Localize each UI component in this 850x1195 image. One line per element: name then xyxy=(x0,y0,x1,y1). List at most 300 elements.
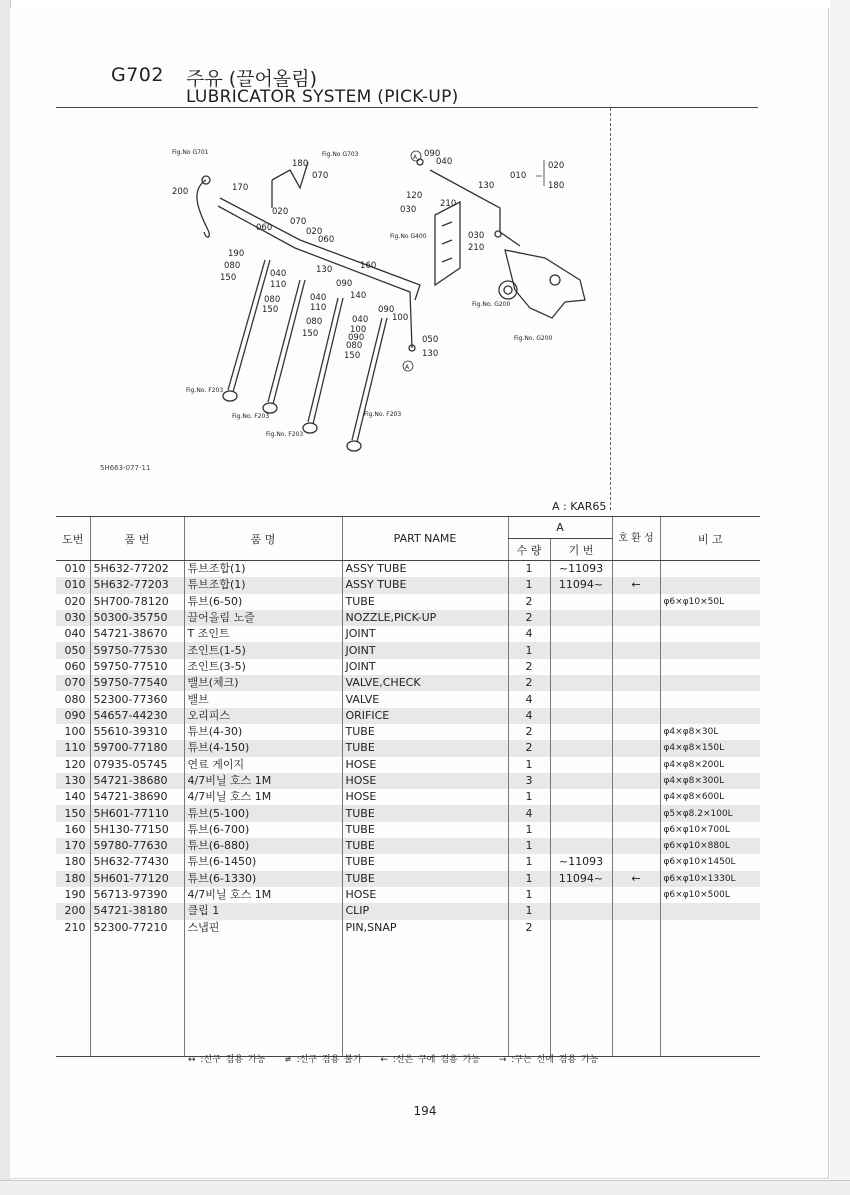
legend-none: ≠ :신구 겸용 불가 xyxy=(284,1055,362,1065)
cell-remarks xyxy=(660,610,760,626)
cell-qty: 1 xyxy=(508,757,550,773)
callout-040d: 040 xyxy=(436,157,453,167)
cell-serial xyxy=(550,610,612,626)
cell-interchange xyxy=(612,610,660,626)
cell-name-en: HOSE xyxy=(342,757,508,773)
cell-interchange xyxy=(612,887,660,903)
cell-part-no: 59750-77540 xyxy=(90,675,184,691)
cell-no: 040 xyxy=(64,627,86,641)
callout-150b: 150 xyxy=(262,305,279,315)
bracket-g400 xyxy=(435,202,460,285)
cell-serial: ~11093 xyxy=(550,854,612,870)
cell-interchange xyxy=(612,594,660,610)
ref-a-bottom: A xyxy=(405,364,410,371)
cell-remarks xyxy=(660,561,760,578)
cell-name-ko: 튜브(6-880) xyxy=(184,838,342,854)
callout-030b: 030 xyxy=(468,231,485,241)
cell-serial xyxy=(550,822,612,838)
cell-name-en: TUBE xyxy=(342,871,508,887)
blank-cell xyxy=(508,936,550,1057)
cell-qty: 4 xyxy=(508,626,550,642)
callout-150d: 150 xyxy=(344,351,361,361)
callout-090d: 090 xyxy=(424,149,441,159)
callout-160: 160 xyxy=(360,261,377,271)
cell-name-en: TUBE xyxy=(342,724,508,740)
cell-serial: 11094~ xyxy=(550,871,612,887)
callout-170: 170 xyxy=(232,183,249,193)
cell-interchange xyxy=(612,659,660,675)
cell-name-en: TUBE xyxy=(342,805,508,821)
table-blank-space xyxy=(56,936,760,1057)
cell-part-no: 54721-38670 xyxy=(90,626,184,642)
cell-serial xyxy=(550,789,612,805)
cell-remarks xyxy=(660,920,760,936)
fig-ref-g701: Fig.No G701 xyxy=(172,149,209,156)
cell-name-ko: 튜브조합(1) xyxy=(184,561,342,578)
table-row xyxy=(56,642,760,658)
cell-no: 110 xyxy=(56,740,90,756)
cell-serial xyxy=(550,838,612,854)
cell-name-en: TUBE xyxy=(342,740,508,756)
cell-no: 200 xyxy=(56,903,90,919)
cell-name-en: TUBE xyxy=(342,822,508,838)
cell-interchange xyxy=(612,724,660,740)
cell-no: 120 xyxy=(64,757,86,771)
tube-200-loop xyxy=(197,180,209,237)
cell-remarks: φ4×φ8×200L xyxy=(660,757,760,773)
callout-140: 140 xyxy=(350,291,367,301)
cell-interchange xyxy=(612,903,660,919)
cell-remarks xyxy=(660,691,760,707)
cell-serial xyxy=(550,675,612,691)
cell-part-no: 5H601-77120 xyxy=(90,871,184,887)
callout-090a: 090 xyxy=(336,279,353,289)
cell-qty: 1 xyxy=(508,854,550,870)
cell-serial xyxy=(550,659,612,675)
cell-name-ko: 연료 게이지 xyxy=(184,757,342,773)
fig-ref-g200a: Fig.No. G200 xyxy=(472,301,511,308)
header-remarks: 비 고 xyxy=(660,517,760,561)
callout-020b: 020 xyxy=(306,227,323,237)
cell-qty: 1 xyxy=(508,561,550,578)
callout-180b: 180 xyxy=(548,181,565,191)
callout-070b: 070 xyxy=(290,217,307,227)
cell-serial xyxy=(550,903,612,919)
cell-name-en: CLIP xyxy=(342,903,508,919)
cell-name-en: JOINT xyxy=(342,642,508,658)
cell-no: 030 xyxy=(56,610,90,626)
callout-110: 110 xyxy=(270,280,287,290)
fig-ref-f203c: Fig.No. F203 xyxy=(266,431,304,438)
callout-210a: 210 xyxy=(440,199,457,209)
callout-200: 200 xyxy=(172,187,189,197)
callout-130a: 130 xyxy=(316,265,333,275)
cell-name-ko: 4/7비닐 호스 1M xyxy=(184,773,342,789)
cell-name-ko: 튜브(4-30) xyxy=(184,724,342,740)
cell-interchange xyxy=(612,773,660,789)
cell-name-en: JOINT xyxy=(342,626,508,642)
callout-110b: 110 xyxy=(310,303,327,313)
cell-remarks: φ6×φ10×880L xyxy=(660,838,760,854)
cell-name-ko: 튜브(5-100) xyxy=(184,805,342,821)
legend-old-to-new: → :구는 신에 겸용 가능 xyxy=(498,1055,599,1065)
cell-name-ko: 4/7비닐 호스 1M xyxy=(184,887,342,903)
fig-ref-f203b: Fig.No. F203 xyxy=(232,413,270,420)
cell-part-no: 5H700-78120 xyxy=(90,594,184,610)
cell-part-no: 5H632-77202 xyxy=(90,561,184,578)
callout-100b: 100 xyxy=(350,325,367,335)
table-row xyxy=(56,822,760,838)
cell-no: 190 xyxy=(64,888,86,902)
ref-a-top: A xyxy=(413,154,418,161)
cell-serial xyxy=(550,773,612,789)
cell-no: 020 xyxy=(64,594,86,608)
fig-ref-g200b: Fig.No. G200 xyxy=(514,335,553,342)
cell-no: 140 xyxy=(64,790,86,804)
cell-part-no: 55610-39310 xyxy=(90,724,184,740)
fig-ref-g400: Fig.No G400 xyxy=(390,233,427,240)
cell-qty: 4 xyxy=(508,708,550,724)
cell-serial xyxy=(550,724,612,740)
callout-090c: 090 xyxy=(348,333,365,343)
blank-cell xyxy=(550,936,612,1057)
scan-bottom-edge xyxy=(0,1180,850,1195)
cell-name-ko: 튜브(6-1330) xyxy=(184,871,342,887)
page-number: 194 xyxy=(413,1104,437,1118)
callout-040c: 040 xyxy=(352,315,369,325)
cell-qty: 4 xyxy=(508,691,550,707)
section-title-korean: 주유 (끌어올림) xyxy=(186,68,317,90)
cell-qty: 2 xyxy=(508,724,550,740)
cell-interchange xyxy=(612,805,660,821)
cell-name-en: TUBE xyxy=(342,838,508,854)
cell-name-en: JOINT xyxy=(342,659,508,675)
callout-040b: 040 xyxy=(310,293,327,303)
scan-margin xyxy=(830,0,850,1194)
title-divider xyxy=(56,107,758,108)
cell-part-no: 54657-44230 xyxy=(90,708,184,724)
callout-130c: 130 xyxy=(478,181,495,191)
cell-interchange xyxy=(612,626,660,642)
cell-serial xyxy=(550,691,612,707)
cell-remarks: φ6×φ10×700L xyxy=(660,822,760,838)
cell-name-ko: 밸브(체크) xyxy=(184,675,342,691)
cell-no: 130 xyxy=(56,773,90,789)
cell-part-no: 54721-38690 xyxy=(90,789,184,805)
cell-no: 180 xyxy=(64,855,86,869)
callout-080c: 080 xyxy=(306,317,323,327)
table-row xyxy=(56,871,760,887)
cell-name-ko: 끌어올림 노즐 xyxy=(184,610,342,626)
bracket-010 xyxy=(536,160,544,186)
header-interchange: 호 환 성 xyxy=(612,517,660,561)
table-row xyxy=(56,740,760,756)
header-qty: 수 량 xyxy=(508,539,550,561)
blank-cell xyxy=(184,936,342,1057)
cell-name-en: HOSE xyxy=(342,773,508,789)
cell-no: 070 xyxy=(56,675,90,691)
cell-no: 010 xyxy=(64,562,86,576)
cell-no: 170 xyxy=(56,838,90,854)
table-row xyxy=(56,920,760,936)
cell-no: 010 xyxy=(56,577,90,593)
cell-interchange xyxy=(612,838,660,854)
header-part-no: 품 번 xyxy=(90,517,184,561)
cell-interchange xyxy=(612,675,660,691)
cell-part-no: 59750-77530 xyxy=(90,642,184,658)
cell-remarks: φ4×φ8×30L xyxy=(660,724,760,740)
header-group-a: A xyxy=(508,517,612,539)
cell-no: 050 xyxy=(56,642,90,658)
cell-name-ko: 오리피스 xyxy=(184,708,342,724)
cell-interchange xyxy=(612,757,660,773)
table-row xyxy=(56,610,760,626)
cell-qty: 1 xyxy=(508,642,550,658)
cell-name-en: TUBE xyxy=(342,594,508,610)
header-name-en: PART NAME xyxy=(342,517,508,561)
table-row xyxy=(56,805,760,821)
blank-cell xyxy=(56,936,90,1057)
callout-080b: 080 xyxy=(264,295,281,305)
cell-name-en: ORIFICE xyxy=(342,708,508,724)
cell-name-ko: 조인트(1-5) xyxy=(184,642,342,658)
cell-serial xyxy=(550,805,612,821)
interchangeability-legend xyxy=(188,1052,612,1065)
cell-name-ko: 튜브(6-1450) xyxy=(184,854,342,870)
blank-cell xyxy=(90,936,184,1057)
cell-name-ko: 조인트(3-5) xyxy=(184,659,342,675)
cell-name-ko: 스냅핀 xyxy=(184,920,342,936)
cell-serial xyxy=(550,920,612,936)
cell-no: 060 xyxy=(64,659,86,673)
cell-name-en: PIN,SNAP xyxy=(342,920,508,936)
header-name-ko: 품 명 xyxy=(184,517,342,561)
table-row xyxy=(56,675,760,691)
cell-part-no: 59750-77510 xyxy=(90,659,184,675)
cell-remarks: φ6×φ10×1450L xyxy=(660,854,760,870)
cell-serial xyxy=(550,708,612,724)
cell-interchange xyxy=(612,642,660,658)
cell-name-en: TUBE xyxy=(342,854,508,870)
cell-name-en: HOSE xyxy=(342,887,508,903)
cell-name-ko: 튜브(4-150) xyxy=(184,740,342,756)
cell-name-ko: 튜브(6-50) xyxy=(184,594,342,610)
cell-serial: ~11093 xyxy=(550,561,612,578)
cell-part-no: 54721-38680 xyxy=(90,773,184,789)
cell-remarks xyxy=(660,642,760,658)
table-row xyxy=(56,773,760,789)
cell-no: 150 xyxy=(56,805,90,821)
callout-050: 050 xyxy=(422,335,439,345)
cell-remarks: φ4×φ8×300L xyxy=(660,773,760,789)
cell-no: 210 xyxy=(64,920,86,934)
table-row xyxy=(56,724,760,740)
table-row xyxy=(56,626,760,642)
cell-name-ko: 튜브(6-700) xyxy=(184,822,342,838)
cell-name-en: HOSE xyxy=(342,789,508,805)
cell-part-no: 56713-97390 xyxy=(90,887,184,903)
cell-remarks: φ4×φ8×600L xyxy=(660,789,760,805)
cell-remarks: φ6×φ10×500L xyxy=(660,887,760,903)
cell-qty: 1 xyxy=(508,887,550,903)
callout-020a: 020 xyxy=(272,207,289,217)
header-serial: 기 번 xyxy=(550,539,612,561)
cell-qty: 2 xyxy=(508,659,550,675)
table-row xyxy=(56,708,760,724)
table-row xyxy=(56,789,760,805)
cell-name-ko: 4/7비닐 호스 1M xyxy=(184,789,342,805)
model-note: A : KAR65 xyxy=(552,500,607,513)
cell-remarks: φ4×φ8×150L xyxy=(660,740,760,756)
cell-qty: 2 xyxy=(508,920,550,936)
cell-part-no: 5H632-77203 xyxy=(90,577,184,593)
cell-remarks xyxy=(660,659,760,675)
fig-ref-f203a: Fig.No. F203 xyxy=(186,387,224,394)
cell-serial xyxy=(550,740,612,756)
cell-serial xyxy=(550,757,612,773)
table-row xyxy=(56,903,760,919)
cell-qty: 2 xyxy=(508,610,550,626)
callout-150a: 150 xyxy=(220,273,237,283)
cell-name-en: ASSY TUBE xyxy=(342,561,508,578)
cell-qty: 1 xyxy=(508,871,550,887)
cell-name-en: VALVE,CHECK xyxy=(342,675,508,691)
callout-070a: 070 xyxy=(312,171,329,181)
cell-qty: 2 xyxy=(508,594,550,610)
table-row xyxy=(56,561,760,578)
pickup-pipe-1b xyxy=(233,260,270,392)
table-row xyxy=(56,691,760,707)
callout-020c: 020 xyxy=(548,161,565,171)
cell-serial xyxy=(550,887,612,903)
table-row xyxy=(56,594,760,610)
cell-no: 100 xyxy=(64,725,86,739)
header-no: 도번 xyxy=(56,517,90,561)
callout-080d: 080 xyxy=(346,341,363,351)
callout-080a: 080 xyxy=(224,261,241,271)
cell-qty: 1 xyxy=(508,838,550,854)
cell-name-ko: 클립 1 xyxy=(184,903,342,919)
cell-part-no: 07935-05745 xyxy=(90,757,184,773)
cell-interchange xyxy=(612,920,660,936)
cell-qty: 1 xyxy=(508,822,550,838)
callout-210b: 210 xyxy=(468,243,485,253)
section-title-english: LUBRICATOR SYSTEM (PICK-UP) xyxy=(186,87,459,107)
cell-remarks xyxy=(660,708,760,724)
cell-serial xyxy=(550,626,612,642)
callout-150c: 150 xyxy=(302,329,319,339)
cell-qty: 4 xyxy=(508,805,550,821)
cell-interchange: ← xyxy=(612,577,660,593)
cell-remarks xyxy=(660,903,760,919)
cell-interchange xyxy=(612,708,660,724)
cell-name-ko: 밸브 xyxy=(184,691,342,707)
cell-part-no: 52300-77210 xyxy=(90,920,184,936)
blank-cell xyxy=(342,936,508,1057)
callout-130b: 130 xyxy=(422,349,439,359)
callout-060a: 060 xyxy=(256,223,273,233)
parts-table xyxy=(56,516,760,1057)
cell-qty: 1 xyxy=(508,577,550,593)
cell-remarks: φ6×φ10×1330L xyxy=(660,871,760,887)
table-row xyxy=(56,854,760,870)
cell-interchange xyxy=(612,822,660,838)
parts-table-body xyxy=(56,561,760,1057)
callout-060b: 060 xyxy=(318,235,335,245)
callout-120: 120 xyxy=(406,191,423,201)
cell-interchange: ← xyxy=(612,871,660,887)
cell-remarks xyxy=(660,577,760,593)
table-row xyxy=(56,577,760,593)
cell-name-ko: 튜브조합(1) xyxy=(184,577,342,593)
callout-190: 190 xyxy=(228,249,245,259)
cell-name-ko: T 조인트 xyxy=(184,626,342,642)
cell-qty: 2 xyxy=(508,740,550,756)
cell-remarks xyxy=(660,626,760,642)
blank-cell xyxy=(660,936,760,1057)
cell-interchange xyxy=(612,691,660,707)
table-row xyxy=(56,887,760,903)
cell-part-no: 50300-35750 xyxy=(90,610,184,626)
pump-assembly xyxy=(505,250,585,318)
cell-no: 090 xyxy=(56,708,90,724)
cell-no: 160 xyxy=(64,822,86,836)
fig-ref-g703: Fig.No G703 xyxy=(322,151,359,158)
cell-serial xyxy=(550,642,612,658)
cell-remarks: φ5×φ8.2×100L xyxy=(660,805,760,821)
cell-part-no: 54721-38180 xyxy=(90,903,184,919)
callout-030a: 030 xyxy=(400,205,417,215)
section-code: G702 xyxy=(111,64,164,86)
legend-both: ↔ :신구 겸용 가능 xyxy=(188,1055,266,1065)
callout-100a: 100 xyxy=(392,313,409,323)
cell-part-no: 5H632-77430 xyxy=(90,854,184,870)
table-row xyxy=(56,838,760,854)
cell-serial: 11094~ xyxy=(550,577,612,593)
cell-interchange xyxy=(612,789,660,805)
cell-name-en: ASSY TUBE xyxy=(342,577,508,593)
table-row xyxy=(56,659,760,675)
blank-cell xyxy=(612,936,660,1057)
cell-qty: 1 xyxy=(508,903,550,919)
cell-part-no: 59700-77180 xyxy=(90,740,184,756)
cell-interchange xyxy=(612,561,660,578)
cell-qty: 3 xyxy=(508,773,550,789)
cell-part-no: 52300-77360 xyxy=(90,691,184,707)
cell-part-no: 5H601-77110 xyxy=(90,805,184,821)
cell-serial xyxy=(550,594,612,610)
diagram-divider xyxy=(610,108,611,510)
cell-qty: 2 xyxy=(508,675,550,691)
diagram-code: 5H663-077-11 xyxy=(100,464,151,472)
cell-remarks: φ6×φ10×50L xyxy=(660,594,760,610)
callout-180: 180 xyxy=(292,159,309,169)
callout-090b: 090 xyxy=(378,305,395,315)
parts-diagram xyxy=(160,140,600,460)
cell-part-no: 5H130-77150 xyxy=(90,822,184,838)
cell-qty: 1 xyxy=(508,789,550,805)
cell-part-no: 59780-77630 xyxy=(90,838,184,854)
cell-interchange xyxy=(612,854,660,870)
cell-name-en: VALVE xyxy=(342,691,508,707)
table-row xyxy=(56,757,760,773)
callout-010: 010 xyxy=(510,171,527,181)
callout-040a: 040 xyxy=(270,269,287,279)
legend-new-to-old: ← :신은 구에 겸용 가능 xyxy=(380,1055,480,1065)
cell-no: 080 xyxy=(64,692,86,706)
cell-interchange xyxy=(612,740,660,756)
cell-remarks xyxy=(660,675,760,691)
